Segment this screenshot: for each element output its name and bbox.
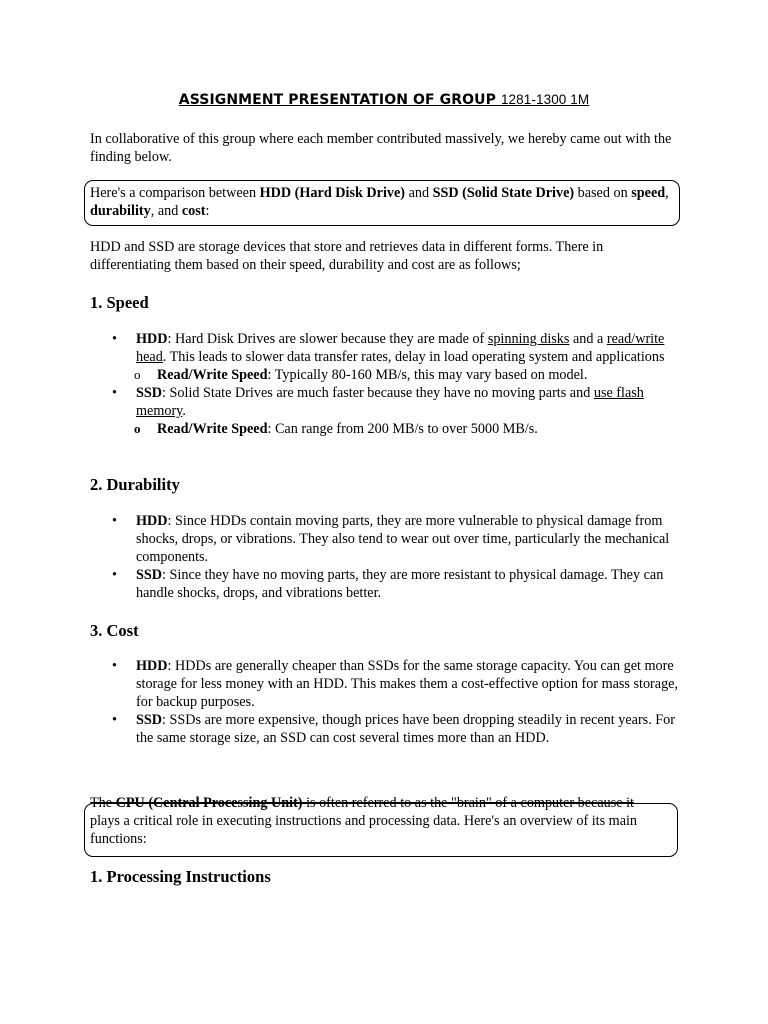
speed-hdd-text-1: : Hard Disk Drives are slower because they are made of	[167, 331, 488, 347]
durability-hdd-label: HDD	[136, 513, 168, 529]
title-main: ASSIGNMENT PRESENTATION OF GROUP	[178, 92, 496, 108]
bullet-icon: •	[112, 567, 117, 583]
list-item	[112, 330, 680, 366]
title-group: 1281-1300 1M	[500, 92, 590, 107]
heading-speed: 1. Speed	[90, 293, 149, 312]
bullet-icon: •	[112, 331, 117, 347]
overview-paragraph: HDD and SSD are storage devices that store and retrieves data in different forms. There in differentiating them based on their speed, durability and cost are as follows;	[90, 239, 604, 273]
heading-durability: 2. Durability	[90, 475, 180, 494]
cost-ssd-text: : SSDs are more expensive, though prices have been dropping steadily in recent years. For the same storage size, an SSD can cost several times more than an HDD.	[136, 712, 676, 746]
read-write-head-link[interactable]: read/write head	[136, 331, 665, 365]
intro-paragraph: In collaborative of this group where each member contributed massively, we hereby came out with the finding below.	[90, 131, 672, 165]
comparison-comma: ,	[665, 185, 669, 201]
list-item	[112, 566, 680, 602]
comparison-and-text: , and	[150, 203, 182, 219]
cpu-paragraph	[90, 794, 680, 848]
comparison-paragraph	[90, 184, 680, 220]
durability-hdd-text: : Since HDDs contain moving parts, they are more vulnerable to physical damage from shocks, drops, or vibrations. They also tend to wear out over time, particularly the mechanical components.	[136, 513, 670, 565]
comparison-and: and	[405, 185, 433, 201]
sub-bullet-icon: o	[134, 421, 141, 436]
cost-hdd-label: HDD	[136, 658, 168, 674]
heading-processing-instructions: 1. Processing Instructions	[90, 867, 271, 886]
cpu-prefix: The	[90, 795, 116, 811]
speed-hdd-text-3: . This leads to slower data transfer rates, delay in load operating system and applications	[162, 349, 665, 365]
list-item	[112, 657, 680, 711]
speed-ssd-label: SSD	[136, 385, 163, 401]
sub-list-item	[112, 366, 680, 384]
bullet-icon: •	[112, 658, 117, 674]
cost-ssd-label: SSD	[136, 712, 163, 728]
comparison-based: based on	[574, 185, 632, 201]
durability-ssd-text: : Since they have no moving parts, they are more resistant to physical damage. They can handle shocks, drops, and vibrations better.	[136, 567, 664, 601]
speed-hdd-text-2: and a	[569, 331, 607, 347]
spinning-disks-link[interactable]: spinning disks	[487, 331, 570, 347]
speed-ssd-sub-label: Read/Write Speed	[157, 421, 268, 437]
cost-hdd-text: : HDDs are generally cheaper than SSDs for the same storage capacity. You can get more storage for less money with an HDD. This makes them a cost-effective option for mass storage, for backup purposes.	[136, 658, 679, 710]
document-title	[0, 92, 768, 108]
speed-list	[112, 330, 680, 438]
heading-cost: 3. Cost	[90, 621, 139, 640]
comparison-colon: :	[205, 203, 210, 219]
list-item	[112, 512, 680, 566]
comparison-cost: cost	[181, 203, 206, 219]
durability-list	[112, 512, 680, 602]
speed-hdd-sub-label: Read/Write Speed	[157, 367, 268, 383]
durability-ssd-label: SSD	[136, 567, 163, 583]
comparison-speed: speed	[631, 185, 666, 201]
cpu-bold: CPU (Central Processing Unit)	[115, 795, 303, 811]
cpu-first-line	[90, 794, 680, 812]
speed-ssd-text-1: : Solid State Drives are much faster because they have no moving parts and	[162, 385, 594, 401]
list-item	[112, 384, 680, 420]
cost-list	[112, 657, 680, 747]
comparison-durability: durability	[90, 203, 151, 219]
speed-hdd-sub-text: : Typically 80-160 MB/s, this may vary based on model.	[267, 367, 588, 383]
list-item	[112, 711, 680, 747]
speed-ssd-text-2: .	[182, 403, 186, 419]
sub-bullet-icon: o	[134, 367, 141, 382]
cpu-first-line-rest: is often referred to as the "brain" of a computer because it	[302, 795, 634, 811]
comparison-hdd: HDD (Hard Disk Drive)	[259, 185, 406, 201]
speed-ssd-sub-text: : Can range from 200 MB/s to over 5000 MB/s.	[267, 421, 538, 437]
bullet-icon: •	[112, 712, 117, 728]
bullet-icon: •	[112, 385, 117, 401]
cpu-rest: plays a critical role in executing instructions and processing data. Here's an overview of its main functions:	[90, 813, 638, 847]
use-flash-memory-link[interactable]: use flash memory	[136, 385, 644, 419]
speed-hdd-label: HDD	[136, 331, 168, 347]
comparison-ssd: SSD (Solid State Drive)	[432, 185, 575, 201]
bullet-icon: •	[112, 513, 117, 529]
sub-list-item	[112, 420, 680, 438]
comparison-prefix: Here's a comparison between	[90, 185, 260, 201]
